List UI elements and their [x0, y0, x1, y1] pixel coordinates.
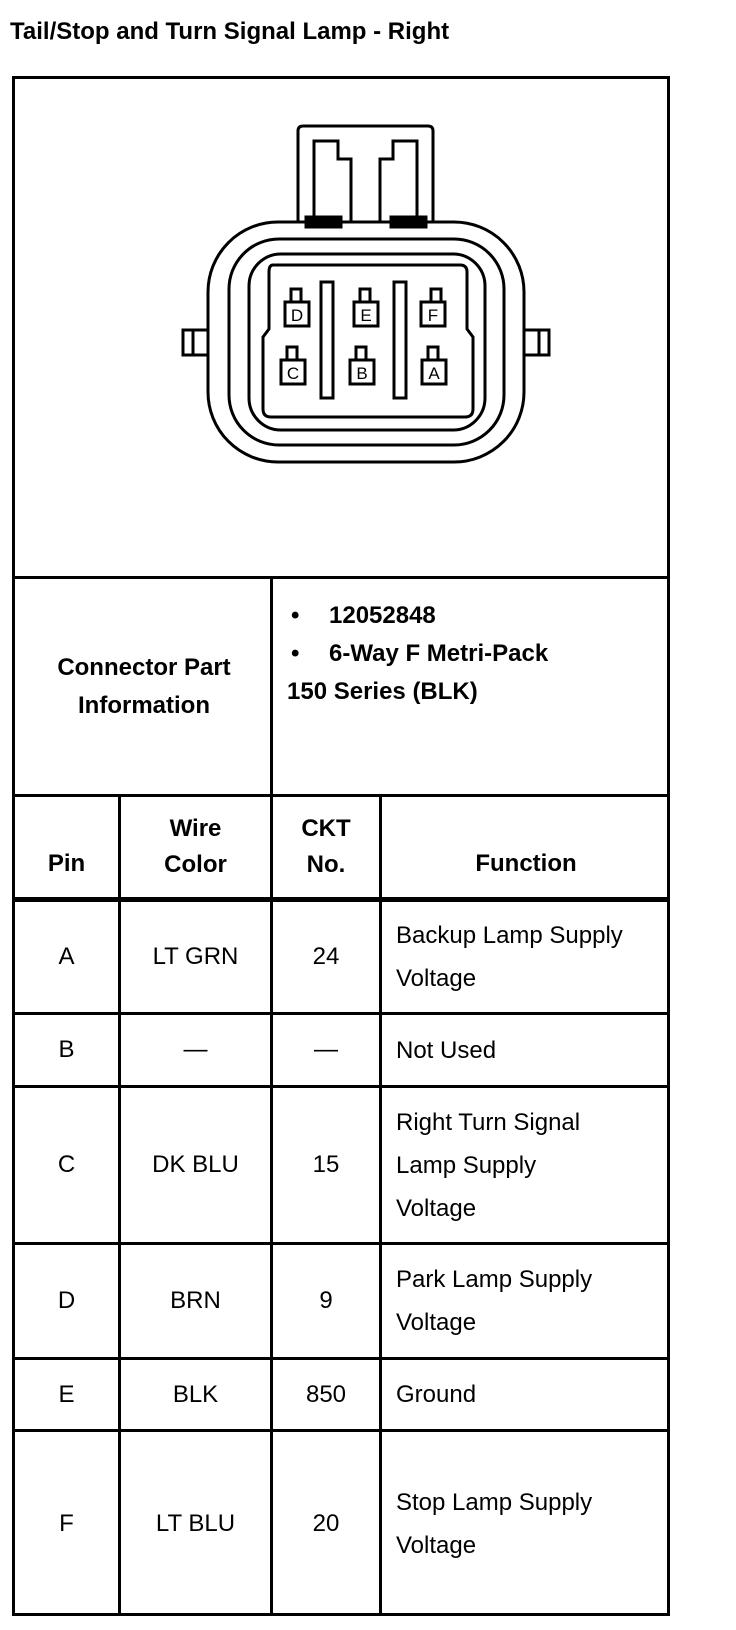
table-cell-function: Park Lamp Supply Voltage: [396, 1266, 593, 1336]
table-cell-ckt: 20: [312, 1510, 340, 1537]
table-cell-function: Ground: [396, 1381, 477, 1408]
table-cell-wire: LT GRN: [152, 943, 239, 970]
table-cell-ckt: —: [314, 1036, 338, 1063]
table-cell-wire: DK BLU: [152, 1151, 239, 1178]
pin-label-d: D: [290, 306, 304, 325]
table-cell-pin: A: [58, 943, 75, 970]
table-cell-wire: LT BLU: [155, 1510, 236, 1537]
header-function: Function: [475, 850, 577, 877]
table-cell-wire: —: [183, 1036, 208, 1063]
part-number: • 12052848: [291, 602, 436, 629]
table-cell-pin: B: [58, 1036, 75, 1063]
table-cell-function: Right Turn Signal Lamp Supply Voltage: [396, 1108, 581, 1222]
table-cell-wire: BLK: [172, 1380, 219, 1408]
table-cell-function: Not Used: [396, 1036, 497, 1064]
pin-label-e: E: [360, 306, 372, 325]
table-cell-function: Stop Lamp Supply Voltage: [396, 1489, 593, 1559]
header-ckt-no: CKT No.: [301, 815, 351, 878]
connector-info-label: Connector Part Information: [57, 653, 231, 719]
header-wire-color: Wire Color: [164, 815, 227, 878]
pin-label-b: B: [356, 364, 368, 383]
connector-type: • 6-Way F Metri-Pack: [291, 640, 549, 667]
connector-series: 150 Series (BLK): [287, 678, 478, 705]
table-cell-ckt: 850: [305, 1380, 347, 1408]
table-cell-function: Backup Lamp Supply Voltage: [396, 922, 623, 992]
table-cell-pin: D: [57, 1287, 76, 1314]
pin-label-a: A: [428, 364, 440, 383]
pin-label-c: C: [286, 364, 300, 383]
connector-info: [287, 597, 548, 711]
table-cell-ckt: 9: [319, 1287, 333, 1314]
connector-diagram: [15, 79, 667, 579]
pin-label-f: F: [427, 306, 439, 325]
table-cell-wire: BRN: [170, 1287, 221, 1314]
table-cell-pin: F: [59, 1510, 74, 1537]
table-cell-ckt: 15: [312, 1151, 340, 1178]
table-cell-ckt: 24: [312, 943, 340, 970]
table-cell-pin: E: [58, 1380, 75, 1408]
table-cell-pin: C: [57, 1151, 76, 1178]
header-pin: Pin: [47, 850, 86, 877]
page-title: Tail/Stop and Turn Signal Lamp - Right: [10, 18, 450, 45]
connector-table-frame: [12, 76, 670, 1616]
